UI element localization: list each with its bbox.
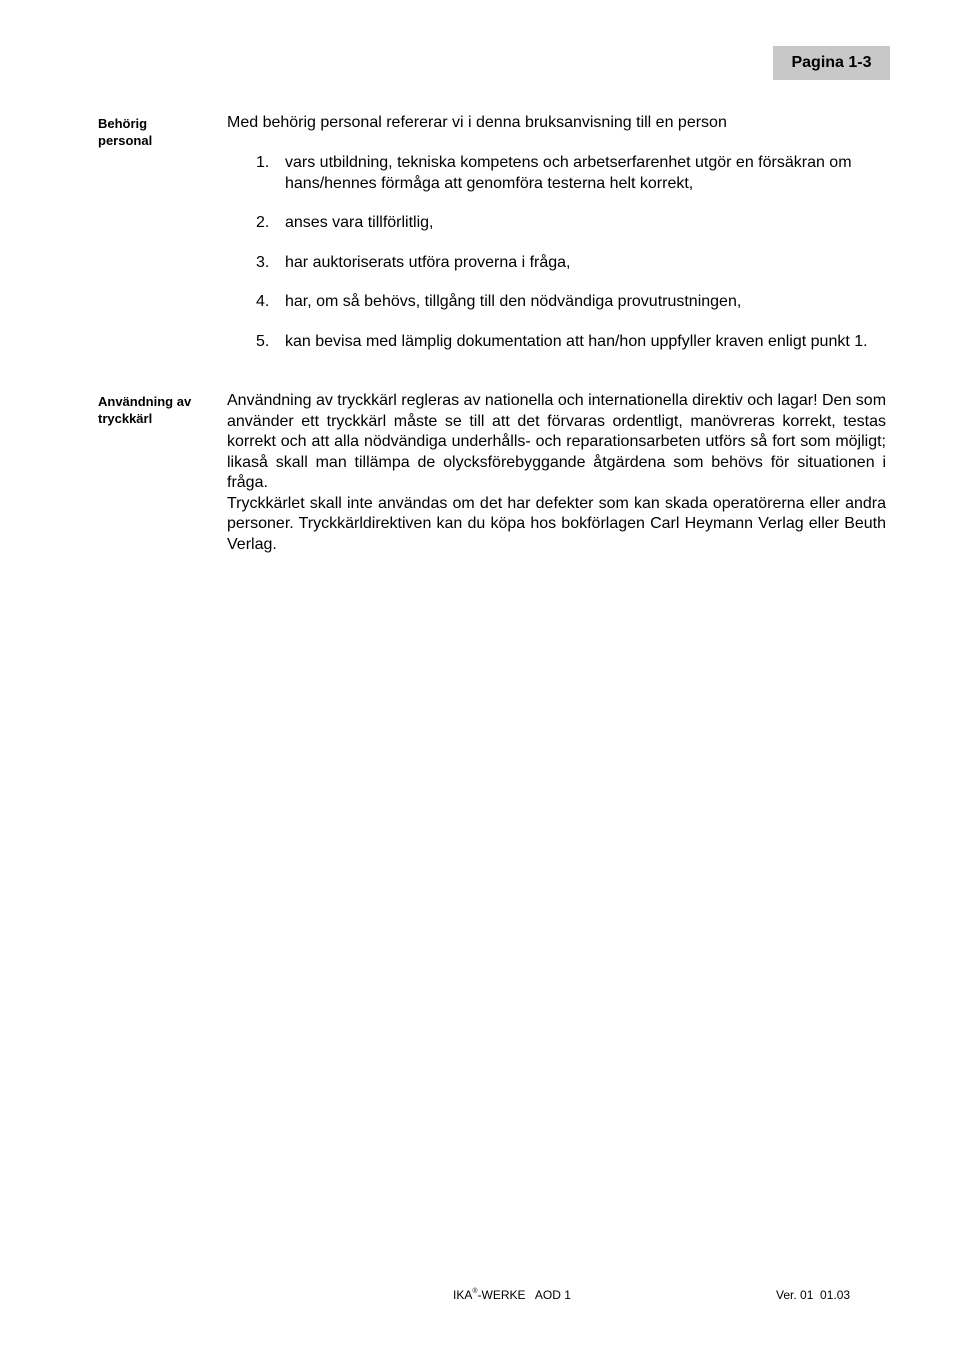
pressure-vessel-text (227, 391, 886, 555)
list-item (227, 332, 886, 353)
section-heading-qualified-personnel (98, 115, 216, 149)
paragraph: Användning av tryckkärl regleras av nationella och internationella direktiv och lagar! Den som använder ett tryckkärl måste se till att det förvaras ordentligt, manövreras korrekt, testas korrekt och att alla nödvändiga underhålls- och reparationsarbeten utförs så fort som möjligt; likaså skall man tillämpa de olycksförebyggande åtgärdena som behövs för situationen i fråga. (227, 392, 887, 491)
list-item (227, 153, 886, 194)
list-item-text: anses vara tillförlitlig, (285, 214, 434, 231)
footer-brand: IKA (453, 1288, 473, 1302)
list-item-text: har, om så behövs, tillgång till den nödvändiga provutrustningen, (285, 293, 742, 310)
list-item-number: 2. (256, 214, 270, 231)
section-heading-line: Behörig (98, 116, 148, 131)
footer-version: Ver. 01 01.03 (776, 1288, 851, 1302)
list-item-number: 1. (256, 154, 270, 171)
list-item (227, 253, 886, 274)
section-heading-pressure-vessel-use (98, 393, 216, 427)
section-heading-line: Användning av (98, 394, 192, 409)
list-item-text: vars utbildning, tekniska kompetens och arbetserfarenhet utgör en försäkran om hans/hennes förmåga att genomföra testerna helt korrekt, (285, 154, 852, 192)
section-heading-line: tryckkärl (98, 411, 153, 426)
list-item-number: 4. (256, 293, 270, 310)
list-item (227, 213, 886, 234)
footer-document-id (453, 1288, 571, 1302)
paragraph: Tryckkärlet skall inte användas om det har defekter som kan skada operatörerna eller andra personer. Tryckkärldirektiven kan du köpa hos bokförlagen Carl Heymann Verlag eller Beuth Verlag. (227, 494, 886, 553)
list-item-number: 3. (256, 253, 270, 271)
qualified-personnel-intro: Med behörig personal refererar vi i denna bruksanvisning till en person (227, 114, 727, 131)
list-item-text: kan bevisa med lämplig dokumentation att han/hon uppfyller kraven enligt punkt 1. (285, 332, 868, 350)
list-item-text: har auktoriserats utföra proverna i fråga, (285, 253, 571, 271)
section-heading-line: personal (98, 133, 153, 148)
registered-mark: ® (472, 1288, 478, 1295)
list-item (227, 292, 886, 313)
page-number-label: Pagina 1-3 (773, 46, 890, 80)
footer-doc-code: -WERKE AOD 1 (477, 1288, 571, 1302)
list-item-number: 5. (256, 332, 270, 350)
qualification-list (227, 153, 886, 371)
